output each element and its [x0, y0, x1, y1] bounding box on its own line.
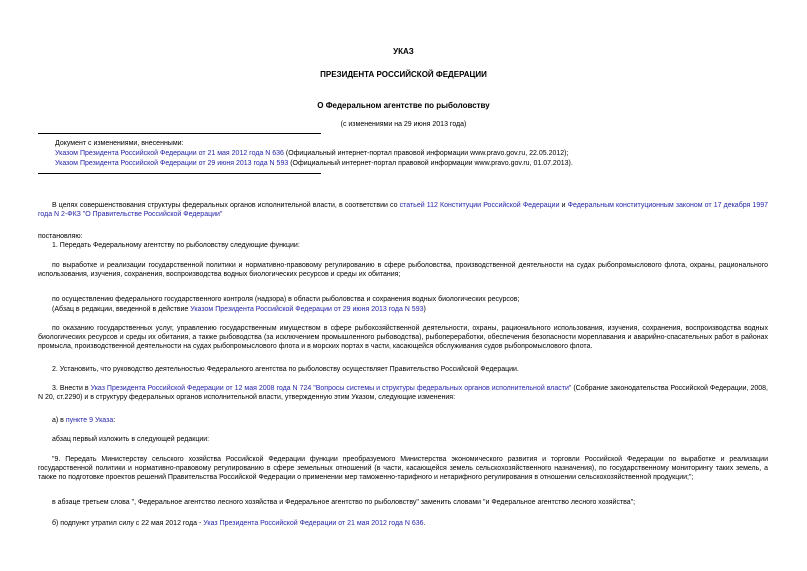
ukaz-636-link[interactable]: Указ Президента Российской Федерации от 21 мая 2012 года N 636: [203, 520, 424, 527]
function-1: по выработке и реализации государственной политики и нормативно-правовому регулированию в сфере рыболовства, производственной деятельности на судах рыбопромыслового флота, охраны, рационального использования, изучения, сохранения, воспроизводства водных биологических ресурсов и среды их обитания;: [38, 262, 768, 278]
amendment-2: [55, 159, 573, 168]
subitem-a-instruction: абзац первый изложить в следующей редакции:: [52, 436, 210, 443]
doc-subject: О Федеральном агентстве по рыболовству: [317, 101, 490, 110]
constitution-link[interactable]: статьей 112 Конституции Российской Федерации: [399, 202, 560, 209]
fkz-link[interactable]: Федеральным конституционным законом от 17 декабря 1997 года N 2-ФКЗ "О Правительстве Российской Федерации": [38, 202, 768, 218]
doc-issuer: ПРЕЗИДЕНТА РОССИЙСКОЙ ФЕДЕРАЦИИ: [320, 70, 487, 79]
function-2-note: (Абзац в редакции, введенной в действие Указом Президента Российской Федерации от 29 июня 2013 года N 593): [52, 306, 426, 313]
amendment-1: [55, 149, 568, 158]
function-2: по осуществлению федерального государственного контроля (надзора) в области рыболовства и сохранения водных биологических ресурсов;: [52, 296, 520, 303]
quoted-paragraph: "9. Передать Министерству сельского хозяйства Российской Федерации функции преобразуемого Министерства экономического развития и торговли Российской Федерации по выработке и реализации государственной политики и нормативно-правовому регулированию в сфере земельных отношений (в части, касающейся земель сельскохозяйственного назначения), по государственному мониторингу таких земель, а также по подготовке проектов решений Правительства Российской Федерации о применении мер таможенно-тарифного и нетарифного регулирования в отношении сельскохозяйственной продукции;";: [38, 456, 768, 481]
item-3: 3. Внести в Указ Президента Российской Федерации от 12 мая 2008 года N 724 "Вопросы системы и структуры федеральных органов исполнительной власти" (Собрание законодательства Российской Федерации, 2008, N 20, ст.2290) и в структуру федеральных органов исполнительной власти, утвержденную этим Указом, следующие изменения:: [38, 385, 768, 401]
function-2-note-link[interactable]: Указом Президента Российской Федерации от 29 июня 2013 года N 593: [190, 306, 424, 313]
doc-title: УКАЗ: [393, 47, 414, 56]
item-2: 2. Установить, что руководство деятельностью Федерального агентства по рыболовству осуществляет Правительство Российской Федерации.: [52, 366, 519, 373]
decree-word: постановляю:: [38, 233, 83, 240]
amendment-2-source: (Официальный интернет-портал правовой информации www.pravo.gov.ru, 01.07.2013).: [288, 160, 573, 167]
ukaz-724-link[interactable]: Указ Президента Российской Федерации от 12 мая 2008 года N 724 "Вопросы системы и структуры федеральных органов исполнительной власти": [90, 385, 572, 392]
subitem-a-paragraph-3: в абзаце третьем слова ", Федеральное агентство лесного хозяйства и Федеральное агентство по рыболовству" заменить словами "и Федеральное агентство лесного хозяйства";: [52, 499, 636, 506]
doc-revision: (с изменениями на 29 июня 2013 года): [340, 121, 467, 128]
point-9-link[interactable]: пункте 9 Указа: [65, 417, 114, 424]
subitem-a: а) в пункте 9 Указа:: [52, 417, 116, 424]
item-1: 1. Передать Федеральному агентству по рыболовству следующие функции:: [52, 242, 300, 249]
function-3: по оказанию государственных услуг, управлению государственным имуществом в сфере рыбохозяйственной деятельности, охраны, рационального использования, изучения, сохранения, воспроизводства водных биологических ресурсов и среды их обитания, а также рыбоводства (за исключением промышленного рыбоводства), рыбопереработки, обеспечения безопасности мореплавания и аварийно-спасательных работ в районах промысла, производственной деятельности на судах рыбопромыслового флота и в морских портах в части, касающейся обслуживания судов рыбопромыслового флота.: [38, 325, 768, 350]
amendment-2-link[interactable]: Указом Президента Российской Федерации от 29 июня 2013 года N 593: [55, 160, 289, 167]
amendments-intro: Документ с изменениями, внесенными:: [55, 140, 184, 147]
amendment-1-link[interactable]: Указом Президента Российской Федерации от 21 мая 2012 года N 636: [55, 150, 284, 157]
amendments-bottom-rule: [38, 173, 321, 174]
amendment-1-source: (Официальный интернет-портал правовой информации www.pravo.gov.ru, 22.05.2012);: [283, 150, 569, 157]
amendments-top-rule: [38, 133, 321, 134]
subitem-b: б) подпункт утратил силу с 22 мая 2012 года - Указ Президента Российской Федерации от 21 мая 2012 года N 636.: [52, 520, 426, 527]
preamble: В целях совершенствования структуры федеральных органов исполнительной власти, в соответствии со статьей 112 Конституции Российской Федерации и Федеральным конституционным законом от 17 декабря 1997 года N 2-ФКЗ "О Правительстве Российской Федерации": [38, 202, 768, 218]
